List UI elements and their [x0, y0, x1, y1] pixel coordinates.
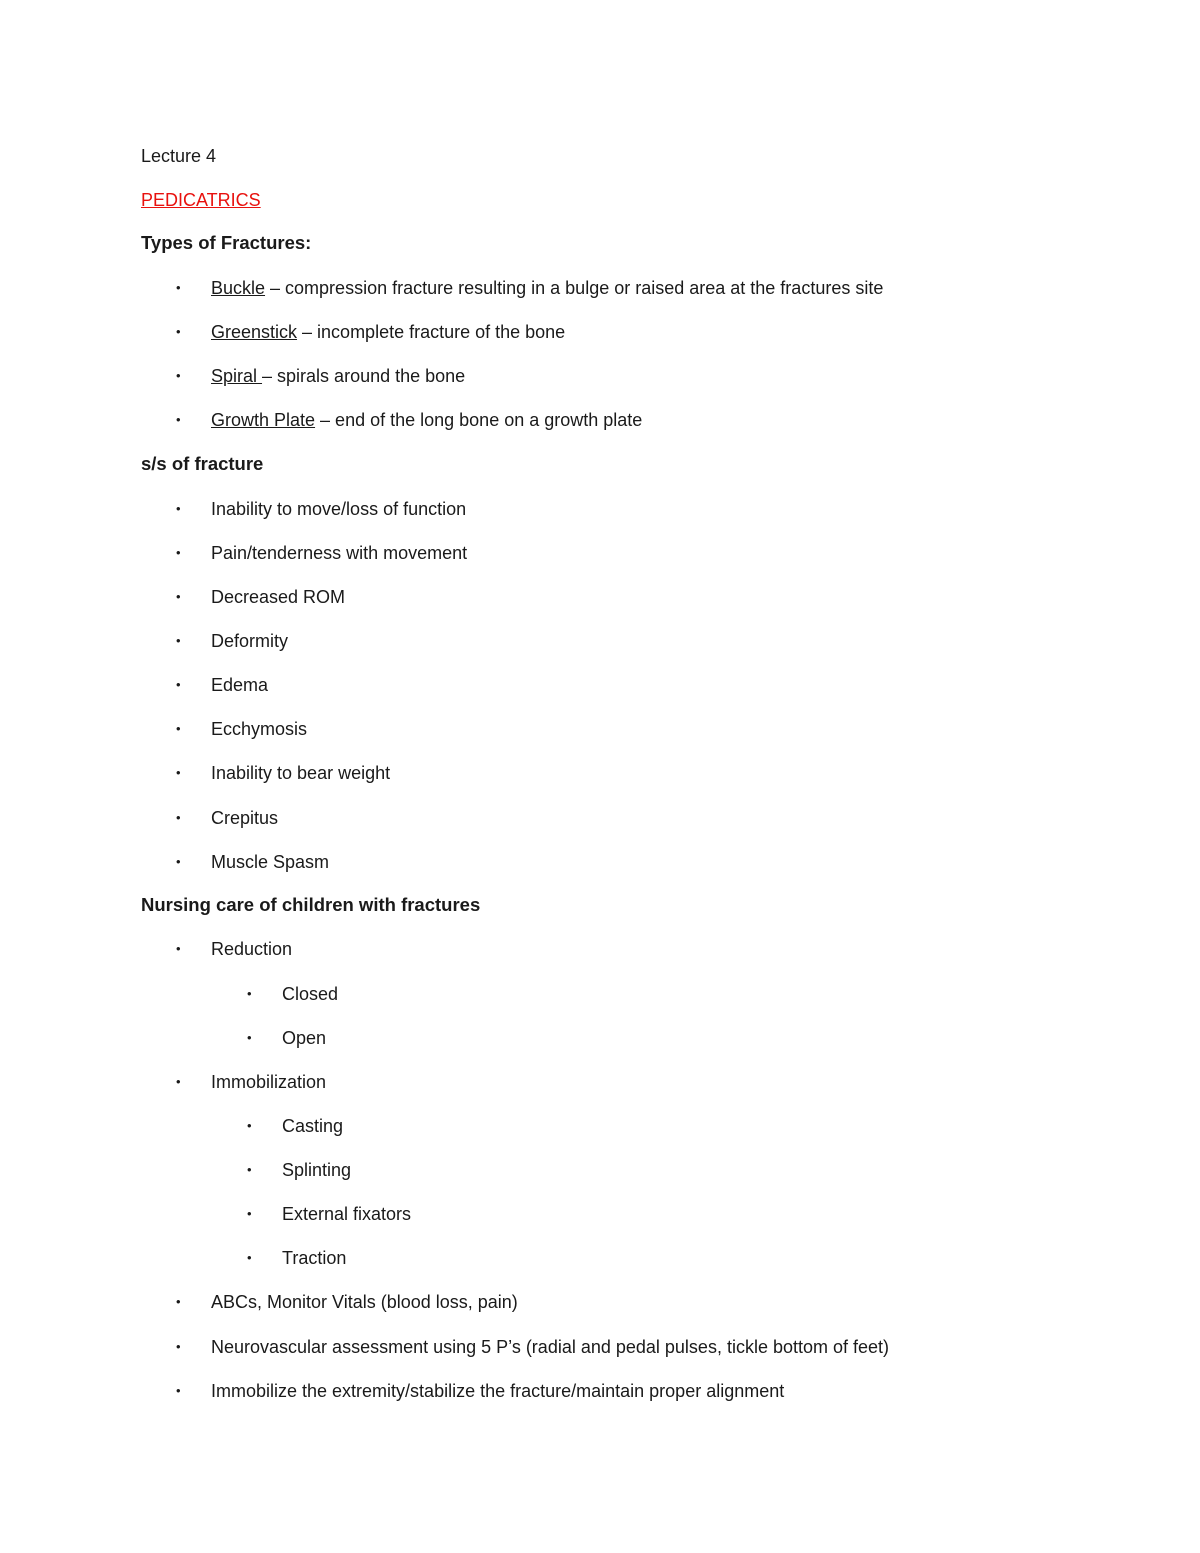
- sub-list-item: Closed: [282, 984, 339, 1004]
- list-item: Edema: [211, 675, 269, 695]
- care-heading: Nursing care of children with fractures: [141, 894, 481, 915]
- bullet-icon: •: [176, 810, 181, 825]
- sub-list-item: Open: [282, 1028, 327, 1048]
- bullet-icon: •: [176, 854, 181, 869]
- list-item: Inability to move/loss of function: [211, 499, 467, 519]
- bullet-icon: •: [176, 1294, 181, 1309]
- fracture-desc: – compression fracture resulting in a bulge or raised area at the fractures site: [265, 278, 884, 298]
- bullet-icon: •: [176, 501, 181, 516]
- subject-title: PEDICATRICS: [141, 190, 261, 210]
- list-item: Deformity: [211, 631, 289, 651]
- sub-list-item: Splinting: [282, 1160, 352, 1180]
- bullet-icon: •: [176, 721, 181, 736]
- list-item: Pain/tenderness with movement: [211, 543, 468, 563]
- bullet-icon: •: [176, 324, 181, 339]
- list-item: Immobilization: [211, 1072, 327, 1092]
- bullet-icon: •: [176, 633, 181, 648]
- list-item: Decreased ROM: [211, 587, 346, 607]
- bullet-icon: •: [247, 1030, 252, 1045]
- list-item: Neurovascular assessment using 5 P’s (radial and pedal pulses, tickle bottom of feet): [211, 1337, 890, 1357]
- bullet-icon: •: [247, 1206, 252, 1221]
- sub-list-item: Traction: [282, 1248, 347, 1268]
- bullet-icon: •: [247, 1250, 252, 1265]
- list-item: [211, 277, 883, 299]
- list-item: Reduction: [211, 939, 293, 959]
- sub-list-item: Casting: [282, 1116, 344, 1136]
- list-item: Ecchymosis: [211, 719, 308, 739]
- signs-heading: s/s of fracture: [141, 453, 264, 474]
- fracture-term: Spiral: [211, 366, 263, 386]
- fracture-desc: – end of the long bone on a growth plate: [315, 410, 643, 430]
- list-item: [211, 365, 465, 387]
- list-item: Muscle Spasm: [211, 852, 330, 872]
- sub-list-item: External fixators: [282, 1204, 412, 1224]
- bullet-icon: •: [176, 1383, 181, 1398]
- bullet-icon: •: [176, 1339, 181, 1354]
- fracture-desc: – incomplete fracture of the bone: [297, 322, 566, 342]
- bullet-icon: •: [176, 589, 181, 604]
- types-heading: Types of Fractures:: [141, 232, 312, 253]
- bullet-icon: •: [176, 1074, 181, 1089]
- lecture-title: Lecture 4: [141, 146, 217, 166]
- bullet-icon: •: [247, 986, 252, 1001]
- list-item: Inability to bear weight: [211, 763, 391, 783]
- bullet-icon: •: [247, 1162, 252, 1177]
- bullet-icon: •: [176, 412, 181, 427]
- fracture-term: Greenstick: [211, 322, 298, 342]
- bullet-icon: •: [176, 280, 181, 295]
- bullet-icon: •: [176, 545, 181, 560]
- bullet-icon: •: [176, 368, 181, 383]
- list-item: [211, 321, 565, 343]
- bullet-icon: •: [176, 765, 181, 780]
- fracture-term: Buckle: [211, 278, 266, 298]
- bullet-icon: •: [176, 677, 181, 692]
- list-item: ABCs, Monitor Vitals (blood loss, pain): [211, 1292, 518, 1312]
- list-item: Crepitus: [211, 808, 279, 828]
- bullet-icon: •: [176, 941, 181, 956]
- list-item: Immobilize the extremity/stabilize the fracture/maintain proper alignment: [211, 1381, 785, 1401]
- list-item: [211, 409, 642, 431]
- bullet-icon: •: [247, 1118, 252, 1133]
- fracture-term: Growth Plate: [211, 410, 316, 430]
- fracture-desc: – spirals around the bone: [262, 366, 466, 386]
